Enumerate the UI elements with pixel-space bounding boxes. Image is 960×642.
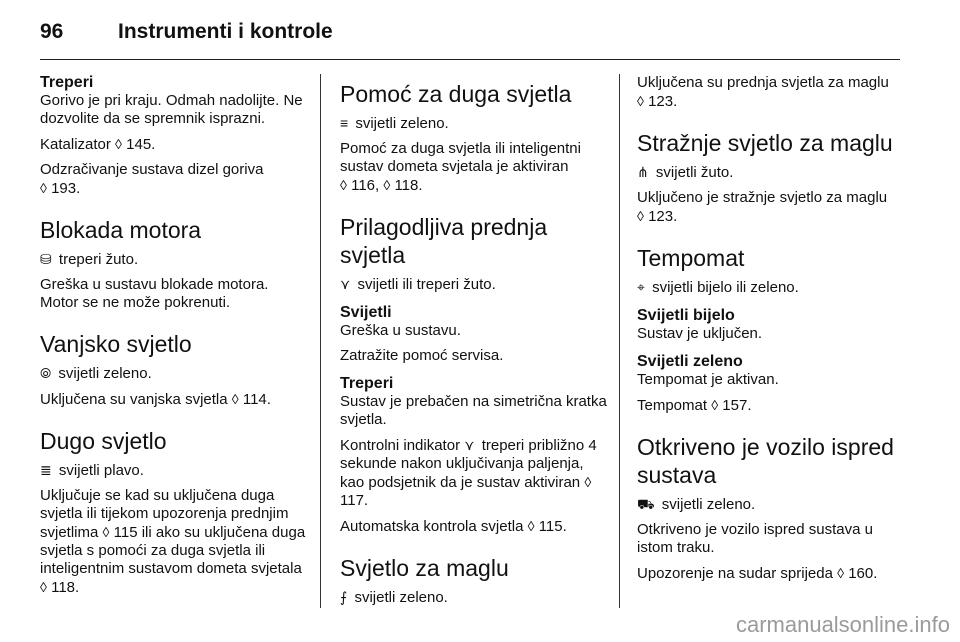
vanjsko-ref[interactable]: 114.: [242, 391, 271, 408]
dugo-status: svijetli plavo.: [58, 462, 144, 479]
treperi-text-b2: treperi približno 4 sekunde nakon uključivanja paljenja, kao podsjetnik da je sustav aktiviran: [340, 437, 597, 491]
tempomat-status: svijetli bijelo ili zeleno.: [652, 279, 799, 296]
zeleno-heading: Svijetli zeleno: [637, 353, 743, 370]
blokada-heading: Blokada motora: [40, 217, 202, 243]
katalizator-text: Katalizator: [40, 136, 111, 153]
vanjsko-status: svijetli zeleno.: [58, 365, 152, 382]
treperi-line-b: [340, 436, 608, 510]
exterior-light-icon: ⦾: [40, 365, 52, 381]
page-number: 96: [40, 20, 64, 43]
vanjsko-line: [40, 390, 308, 409]
column-2: [340, 74, 608, 614]
odzracivanje-ref[interactable]: 193.: [51, 180, 81, 197]
prilag-heading: Prilagodljiva prednja svjetla: [340, 214, 548, 268]
header-rule: [40, 59, 900, 60]
pomoc-ref-a[interactable]: 116,: [351, 177, 380, 194]
vozilo-text: Otkriveno je vozilo ispred sustava u istom traku.: [637, 521, 873, 556]
immobilizer-icon: ⛁: [40, 251, 52, 267]
treperi-heading-2: Treperi: [340, 375, 394, 392]
xref-icon: ◊: [102, 524, 110, 540]
xref-icon: ◊: [115, 136, 122, 152]
page-title: Instrumenti i kontrole: [118, 20, 333, 43]
straznje-status-line: [637, 163, 907, 182]
tempomat-ref-line: [637, 396, 907, 415]
straznje-heading: Stražnje svjetlo za maglu: [637, 130, 893, 156]
xref-icon: ◊: [837, 565, 845, 581]
pomoc-status: svijetli zeleno.: [355, 115, 449, 132]
high-beam-icon: ≣: [40, 462, 52, 478]
column-divider-2: [619, 74, 620, 608]
dugo-text-b: ili ako su uključena duga svjetla s pomoći za duga svjetla ili inteligentnim sustavom dometa svjetala: [40, 524, 306, 577]
column-divider-1: [320, 74, 321, 608]
svijetli-text-a: Greška u sustavu.: [340, 322, 461, 339]
tempomat-ref[interactable]: 157.: [722, 397, 752, 414]
katalizator-line: [40, 135, 308, 154]
xref-icon: ◊: [383, 177, 391, 193]
column-1: [40, 74, 308, 604]
automatska-ref[interactable]: 115.: [538, 518, 567, 535]
xref-icon: ◊: [340, 177, 347, 193]
magla-heading: Svjetlo za maglu: [340, 555, 509, 581]
odzracivanje-text: Odzračivanje sustava dizel goriva: [40, 161, 264, 178]
odzracivanje-line: [40, 161, 308, 198]
rear-fog-light-icon: ⋔: [637, 164, 649, 180]
straznje-status: svijetli žuto.: [655, 164, 734, 181]
treperi-text: Gorivo je pri kraju. Odmah nadolijte. Ne dozvolite da se spremnik isprazni.: [40, 92, 303, 127]
magla-status: svijetli zeleno.: [354, 589, 448, 606]
katalizator-ref[interactable]: 145.: [126, 136, 156, 153]
vehicle-ahead-icon: ⛟: [637, 496, 655, 512]
vanjsko-heading: Vanjsko svjetlo: [40, 331, 192, 357]
pomoc-line: [340, 140, 608, 195]
watermark: carmanualsonline.info: [735, 612, 950, 637]
column-3: [637, 74, 907, 590]
straznje-text: Uključeno je stražnje svjetlo za maglu: [637, 189, 888, 206]
xref-icon: ◊: [584, 474, 592, 490]
magla-line: [637, 74, 907, 111]
xref-icon: ◊: [231, 391, 239, 407]
prilag-status: svijetli ili treperi žuto.: [357, 276, 496, 293]
automatska-line: [340, 517, 608, 536]
svijetli-heading: Svijetli: [340, 304, 392, 321]
pomoc-text: Pomoć za duga svjetla ili inteligentni sustav dometa svjetala je aktiviran: [340, 140, 581, 175]
vozilo-status-line: [637, 495, 907, 514]
dugo-heading: Dugo svjetlo: [40, 428, 167, 454]
treperi-heading: Treperi: [40, 74, 94, 91]
dugo-status-line: [40, 461, 308, 480]
page-header: [40, 16, 900, 56]
blokada-text: Greška u sustavu blokade motora. Motor se ne može pokrenuti.: [40, 276, 269, 311]
automatska-text: Automatska kontrola svjetla: [340, 518, 524, 535]
pomoc-status-line: [340, 114, 608, 133]
pomoc-ref-b[interactable]: 118.: [394, 177, 423, 194]
vanjsko-text: Uključena su vanjska svjetla: [40, 391, 228, 408]
xref-icon: ◊: [527, 518, 535, 534]
svijetli-text-b: Zatražite pomoć servisa.: [340, 347, 504, 364]
xref-icon: ◊: [711, 397, 719, 413]
prilag-status-line: [340, 275, 608, 294]
straznje-ref[interactable]: 123.: [648, 208, 678, 225]
adaptive-light-icon: ⋎: [464, 437, 475, 453]
bijelo-text: Sustav je uključen.: [637, 325, 763, 342]
upozorenje-text: Upozorenje na sudar sprijeda: [637, 565, 833, 582]
magla-ref[interactable]: 123.: [648, 93, 678, 110]
upozorenje-line: [637, 564, 907, 583]
upozorenje-ref[interactable]: 160.: [848, 565, 878, 582]
xref-icon: ◊: [637, 93, 644, 109]
bijelo-heading: Svijetli bijelo: [637, 307, 735, 324]
zeleno-text: Tempomat je aktivan.: [637, 371, 779, 388]
dugo-line: [40, 487, 308, 597]
treperi-ref[interactable]: 117.: [340, 492, 369, 509]
tempomat-ref-text: Tempomat: [637, 397, 708, 414]
blokada-status-line: [40, 250, 308, 269]
front-fog-light-icon: ⨍: [340, 589, 348, 605]
pomoc-heading: Pomoć za duga svjetla: [340, 81, 572, 107]
high-beam-assist-icon: ≡: [340, 115, 349, 131]
straznje-line: [637, 189, 907, 226]
treperi-text-b1: Kontrolni indikator: [340, 437, 461, 454]
dugo-ref-a[interactable]: 115: [113, 524, 138, 541]
magla-status-line: [340, 588, 608, 607]
xref-icon: ◊: [637, 208, 644, 224]
xref-icon: ◊: [40, 579, 47, 595]
dugo-text-a: Uključuje se kad su uključena duga svjetla ili tijekom upozorenja prednjim svjetlima: [40, 487, 289, 541]
tempomat-heading: Tempomat: [637, 245, 745, 271]
dugo-ref-b[interactable]: 118.: [51, 579, 80, 596]
magla-text: Uključena su prednja svjetla za maglu: [637, 74, 889, 91]
adaptive-light-icon: ⋎: [340, 276, 351, 292]
vanjsko-status-line: [40, 364, 308, 383]
blokada-status: treperi žuto.: [58, 251, 139, 268]
tempomat-status-line: [637, 278, 907, 297]
vozilo-status: svijetli zeleno.: [661, 496, 756, 513]
treperi-text-a: Sustav je prebačen na simetrična kratka svjetla.: [340, 393, 607, 428]
vozilo-heading: Otkriveno je vozilo ispred sustava: [637, 434, 894, 488]
xref-icon: ◊: [40, 180, 47, 196]
cruise-control-icon: ⌖: [637, 279, 645, 295]
